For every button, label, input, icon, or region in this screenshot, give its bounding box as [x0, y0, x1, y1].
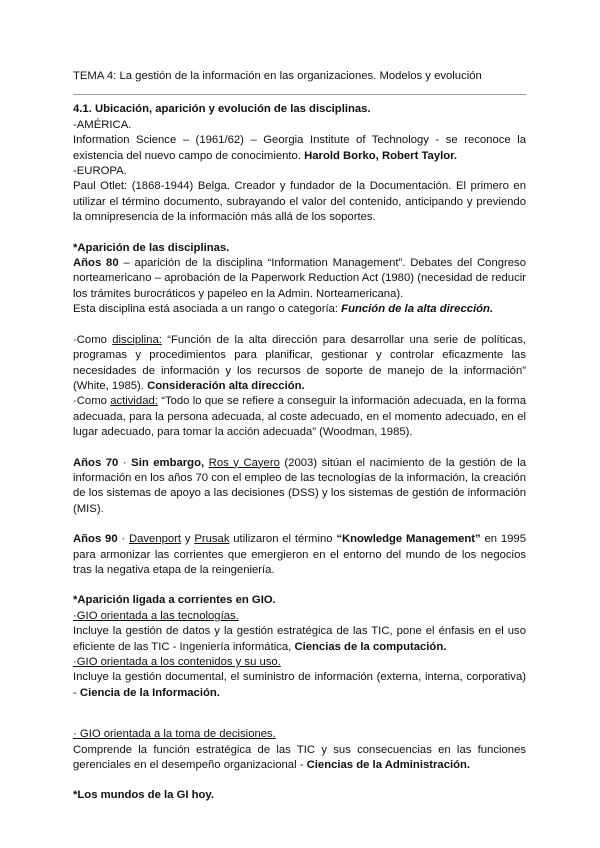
paragraph-anos-90: Años 90 · Davenport y Prusak utilizaron el término “Knowledge Management” en 1995 para armonizar las corrientes que emergieron en el entorno del mundo de los negocios tras la negativa etapa de la reingeniería. — [73, 533, 526, 576]
paragraph-como-disciplina: ·Como disciplina: “Función de la alta dirección para desarrollar una serie de políticas, programas y procedimientos para planificar, gestionar y controlar eficazmente las necesidades de información y los recursos de soporte de manejo de la información” (White, 1985). Consideración alta dirección. — [73, 333, 526, 392]
gio-tecnologias-text: Incluye la gestión de datos y la gestión estratégica de las TIC, pone el énfasis en el uso eficiente de las TIC - Ingeniería informática, Ciencias de la computación. — [73, 625, 526, 653]
document-page — [73, 69, 526, 804]
gio-tecnologias-title: ·GIO orientada a las tecnologías. — [73, 609, 239, 622]
subsection-heading-gio: *Aparición ligada a corrientes en GIO. — [73, 594, 276, 607]
document-header: TEMA 4: La gestión de la información en las organizaciones. Modelos y evolución — [73, 70, 482, 82]
paragraph-information-science: Information Science – (1961/62) – Georgia Institute of Technology - se reconoce la existencia del nuevo campo de conocimiento. Harold Borko, Robert Taylor. — [73, 134, 526, 162]
paragraph-anos-80: Años 80 – aparición de la disciplina “Information Management”. Debates del Congreso norteamericano – aprobación de la Paperwork Reduction Act (1980) (necesidad de reducir los trámites burocráticos y papeleo en la Admin. Norteamericana). — [73, 257, 526, 300]
gio-contenidos-title: ·GIO orientada a los contenidos y su uso. — [73, 656, 281, 668]
header-divider — [73, 94, 526, 95]
paragraph-asociada: Esta disciplina está asociada a un rango o categoría: Función de la alta dirección. — [73, 303, 494, 316]
subsection-heading-aparicion: *Aparición de las disciplinas. — [73, 241, 230, 254]
subsection-heading-mundos: *Los mundos de la GI hoy. — [73, 789, 215, 802]
paragraph-como-actividad: ·Como actividad: “Todo lo que se refiere a conseguir la información adecuada, en la forma adecuada, para la persona adecuada, al coste adecuado, en el momento adecuado, en el lugar adecuado, para tomar la acción adecuada” (Woodman, 1985). — [73, 395, 526, 439]
region-label-america: -AMÉRICA. — [73, 118, 132, 131]
paragraph-anos-70: Años 70 · Sin embargo, Ros y Cayero (2003) sitúan el nacimiento de la gestión de la información en los años 70 con el empleo de las tecnologías de la información, la creación de los sistemas de apoyo a las decisiones (DSS) y los sistemas de gestión de información (MIS). — [73, 456, 526, 515]
section-heading: 4.1. Ubicación, aparición y evolución de las disciplinas. — [73, 103, 371, 116]
gio-decisiones-text: Comprende la función estratégica de las TIC y sus consecuencias en las funciones gerenciales en el desempeño organizacional - Ciencias de la Administración. — [73, 743, 526, 772]
paragraph-otlet: Paul Otlet: (1868-1944) Belga. Creador y fundador de la Documentación. El primero en utilizar el término documento, subrayando el valor del contenido, anticipando y previendo la omnipresencia de la información más allá de los soportes. — [73, 180, 526, 224]
gio-contenidos-text: Incluye la gestión documental, el suministro de información (externa, interna, corporativa) - Ciencia de la Información. — [73, 671, 526, 699]
region-label-europa: -EUROPA. — [73, 165, 127, 178]
gio-decisiones-title: · GIO orientada a la toma de decisiones. — [73, 728, 276, 741]
